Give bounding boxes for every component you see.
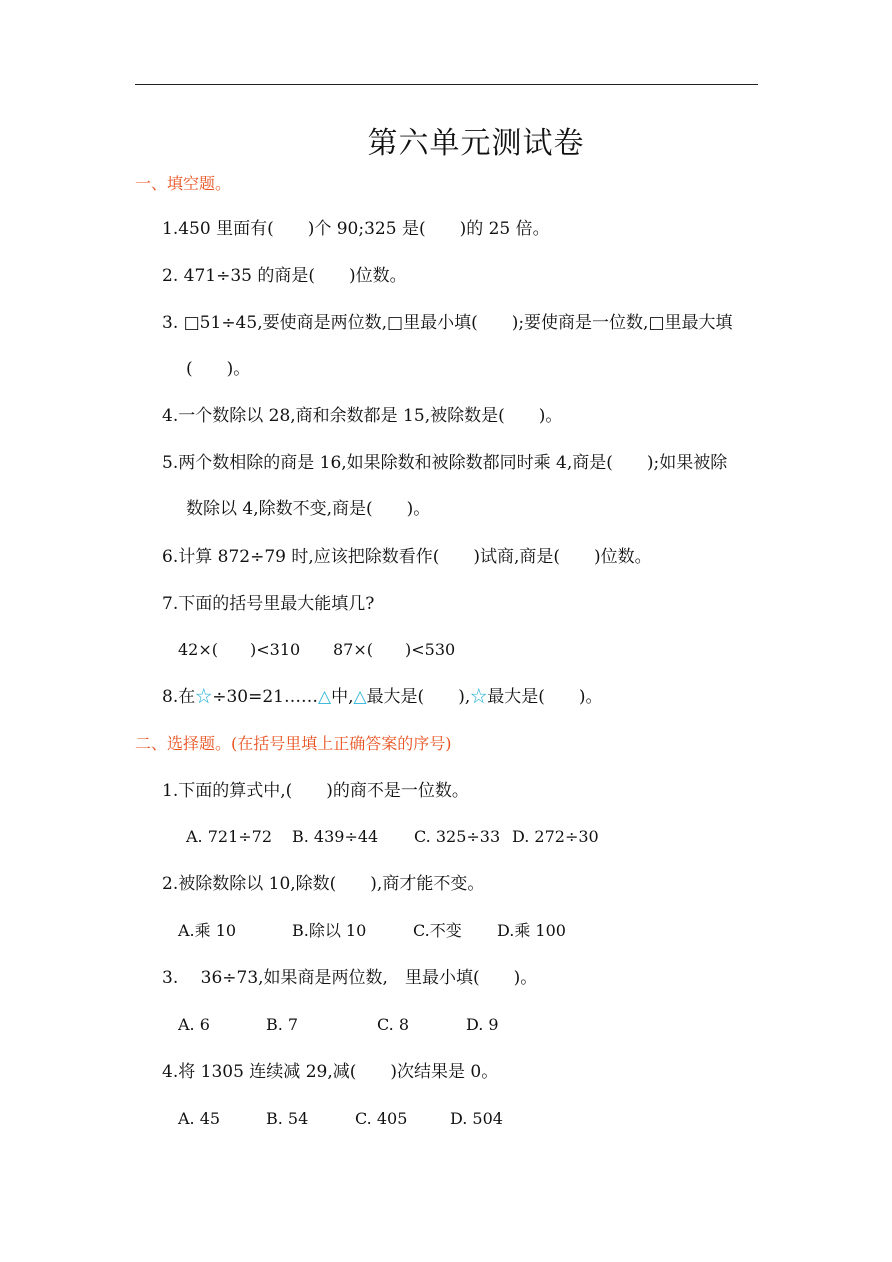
question-2-1: 1.下面的算式中,( )的商不是一位数。 <box>162 781 469 801</box>
section-heading-fill-blank: 一、填空题。 <box>135 174 232 193</box>
question-1-5-line2: 数除以 4,除数不变,商是( )。 <box>186 499 431 519</box>
option-2-3-d: D. 9 <box>466 1015 499 1034</box>
q8-mid1: ÷30=21…… <box>212 687 318 707</box>
question-2-4: 4.将 1305 连续减 29,减( )次结果是 0。 <box>162 1062 499 1082</box>
question-1-5-line1: 5.两个数相除的商是 16,如果除数和被除数都同时乘 4,商是( );如果被除 <box>162 453 728 473</box>
option-2-2-b: B.除以 10 <box>292 921 367 940</box>
option-2-1-c: C. 325÷33 <box>414 827 501 846</box>
option-2-4-c: C. 405 <box>355 1109 408 1128</box>
section-heading-multiple-choice: 二、选择题。(在括号里填上正确答案的序号) <box>135 734 452 753</box>
question-1-3-line1: 3. □51÷45,要使商是两位数,□里最小填( );要使商是一位数,□里最大填 <box>162 313 733 333</box>
option-2-1-d: D. 272÷30 <box>512 827 599 846</box>
page-title: 第六单元测试卷 <box>367 126 585 161</box>
option-2-3-c: C. 8 <box>377 1015 410 1034</box>
option-2-3-b: B. 7 <box>266 1015 299 1034</box>
option-2-1-a: A. 721÷72 <box>186 827 273 846</box>
option-2-2-d: D.乘 100 <box>497 921 566 940</box>
q8-mid2: 中, <box>331 687 354 707</box>
option-2-1-b: B. 439÷44 <box>292 827 379 846</box>
question-1-2: 2. 471÷35 的商是( )位数。 <box>162 266 407 286</box>
option-2-4-b: B. 54 <box>266 1109 309 1128</box>
option-2-4-a: A. 45 <box>178 1109 221 1128</box>
top-rule <box>135 84 758 85</box>
question-1-7: 7.下面的括号里最大能填几? <box>162 594 375 614</box>
q8-prefix: 8.在 <box>162 687 196 707</box>
option-2-2-a: A.乘 10 <box>178 921 237 940</box>
option-2-2-c: C.不变 <box>413 921 462 940</box>
triangle-icon: △ <box>318 687 332 707</box>
question-2-2: 2.被除数除以 10,除数( ),商才能不变。 <box>162 874 485 894</box>
question-2-3: 3. 36÷73,如果商是两位数, 里最小填( )。 <box>162 968 538 988</box>
question-1-6: 6.计算 872÷79 时,应该把除数看作( )试商,商是( )位数。 <box>162 547 652 567</box>
question-1-7-item-b: 87×( )<530 <box>333 640 456 659</box>
star-icon: ☆ <box>195 687 213 707</box>
option-2-4-d: D. 504 <box>450 1109 503 1128</box>
star-icon: ☆ <box>470 687 488 707</box>
question-1-3-line2: ( )。 <box>186 359 251 379</box>
question-1-4: 4.一个数除以 28,商和余数都是 15,被除数是( )。 <box>162 406 563 426</box>
question-1-7-item-a: 42×( )<310 <box>178 640 301 659</box>
q8-mid3: 最大是( ), <box>366 687 471 707</box>
option-2-3-a: A. 6 <box>178 1015 210 1034</box>
question-1-8 <box>162 685 603 709</box>
question-1-1: 1.450 里面有( )个 90;325 是( )的 25 倍。 <box>162 219 550 239</box>
triangle-icon: △ <box>353 687 367 707</box>
q8-suffix: 最大是( )。 <box>487 687 603 707</box>
